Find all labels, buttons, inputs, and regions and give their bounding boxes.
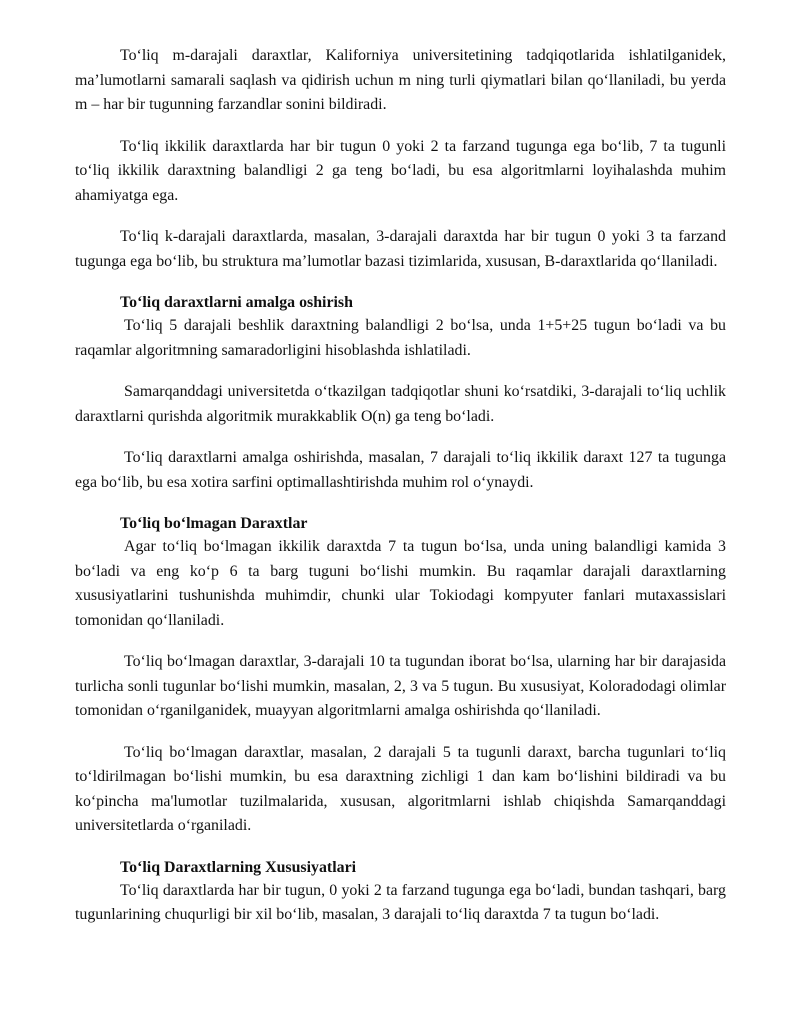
paragraph-binary-trees: To‘liq ikkilik daraxtlarda har bir tugun 0 yoki 2 ta farzand tugunga ega bo‘lib, 7 ta tugunli to‘liq ikkilik daraxtning balandligi 2 ga teng bo‘ladi, bu esa algoritmlarni loyihalashda muhim ahamiyatga ega.	[75, 137, 726, 204]
section-heading-implementation: To‘liq daraxtlarni amalga oshirish	[120, 294, 353, 311]
paragraph-five-ary-tree: To‘liq 5 darajali beshlik daraxtning balandligi 2 bo‘lsa, unda 1+5+25 tugun bo‘ladi va bu raqamlar algoritmning samaradorligini hisoblashda ishlatiladi.	[75, 317, 726, 359]
paragraph-incomplete-binary: Agar to‘liq bo‘lmagan ikkilik daraxtda 7 ta tugun bo‘lsa, unda uning balandligi kamida 3 bo‘ladi va eng ko‘p 6 ta barg tuguni bo‘lishi mumkin. Bu raqamlar darajali daraxtlarning xususiyatlarini tushunishda muhimdir, chunki ular Tokiodagi kompyuter fanlari mutaxassislari tomonidan qo‘llaniladi.	[75, 538, 726, 629]
document-page	[75, 44, 726, 928]
paragraph-incomplete-density: To‘liq bo‘lmagan daraxtlar, masalan, 2 darajali 5 ta tugunli daraxt, barcha tugunlari to‘liq to‘ldirilmagan bo‘lishi mumkin, bu esa daraxtning zichligi 1 dan kam bo‘lishini bildiradi va bu ko‘pincha ma'lumotlar tuzilmalarida, xususan, algoritmlarni ishlab chiqishda Samarqanddagi universitetlarda o‘rganiladi.	[75, 743, 726, 834]
section-heading-incomplete-trees: To‘liq bo‘lmagan Daraxtlar	[120, 515, 308, 532]
paragraph-ternary-complexity: Samarqanddagi universitetda o‘tkazilgan tadqiqotlar shuni ko‘rsatdiki, 3-darajali to‘liq uchlik daraxtlarni qurishda algoritmik murakkablik O(n) ga teng bo‘ladi.	[75, 383, 726, 425]
paragraph-k-ary-trees: To‘liq k-darajali daraxtlarda, masalan, 3-darajali daraxtda har bir tugun 0 yoki 3 ta farzand tugunga ega bo‘lib, bu struktura ma’lumotlar bazasi tizimlarida, xususan, B-daraxtlarida qo‘llaniladi.	[75, 228, 726, 270]
section-heading-properties: To‘liq Daraxtlarning Xususiyatlari	[120, 858, 357, 876]
paragraph-properties: To‘liq daraxtlarda har bir tugun, 0 yoki 2 ta farzand tugunga ega bo‘ladi, bundan tashqari, barg tugunlarining chuqurligi bir xil bo‘lib, masalan, 3 darajali to‘liq daraxtda 7 ta tugun bo‘ladi.	[75, 881, 726, 923]
paragraph-m-ary-trees: To‘liq m-darajali daraxtlar, Kaliforniya universitetining tadqiqotlarida ishlatilganidek, ma’lumotlarni samarali saqlash va qidirish uchun m ning turli qiymatlari bilan qo‘llaniladi, bu yerda m – har bir tugunning farzandlar sonini bildiradi.	[75, 47, 726, 113]
paragraph-incomplete-ternary: To‘liq bo‘lmagan daraxtlar, 3-darajali 10 ta tugundan iborat bo‘lsa, ularning har bir darajasida turlicha sonli tugunlar bo‘lishi mumkin, masalan, 2, 3 va 5 tugun. Bu xususiyat, Koloradodagi olimlar tomonidan o‘rganilganidek, muayyan algoritmlarni amalga oshirishda qo‘llaniladi.	[75, 653, 726, 719]
paragraph-127-nodes: To‘liq daraxtlarni amalga oshirishda, masalan, 7 darajali to‘liq ikkilik daraxt 127 ta tugunga ega bo‘lib, bu esa xotira sarfini optimallashtirishda muhim rol o‘ynaydi.	[75, 449, 726, 491]
